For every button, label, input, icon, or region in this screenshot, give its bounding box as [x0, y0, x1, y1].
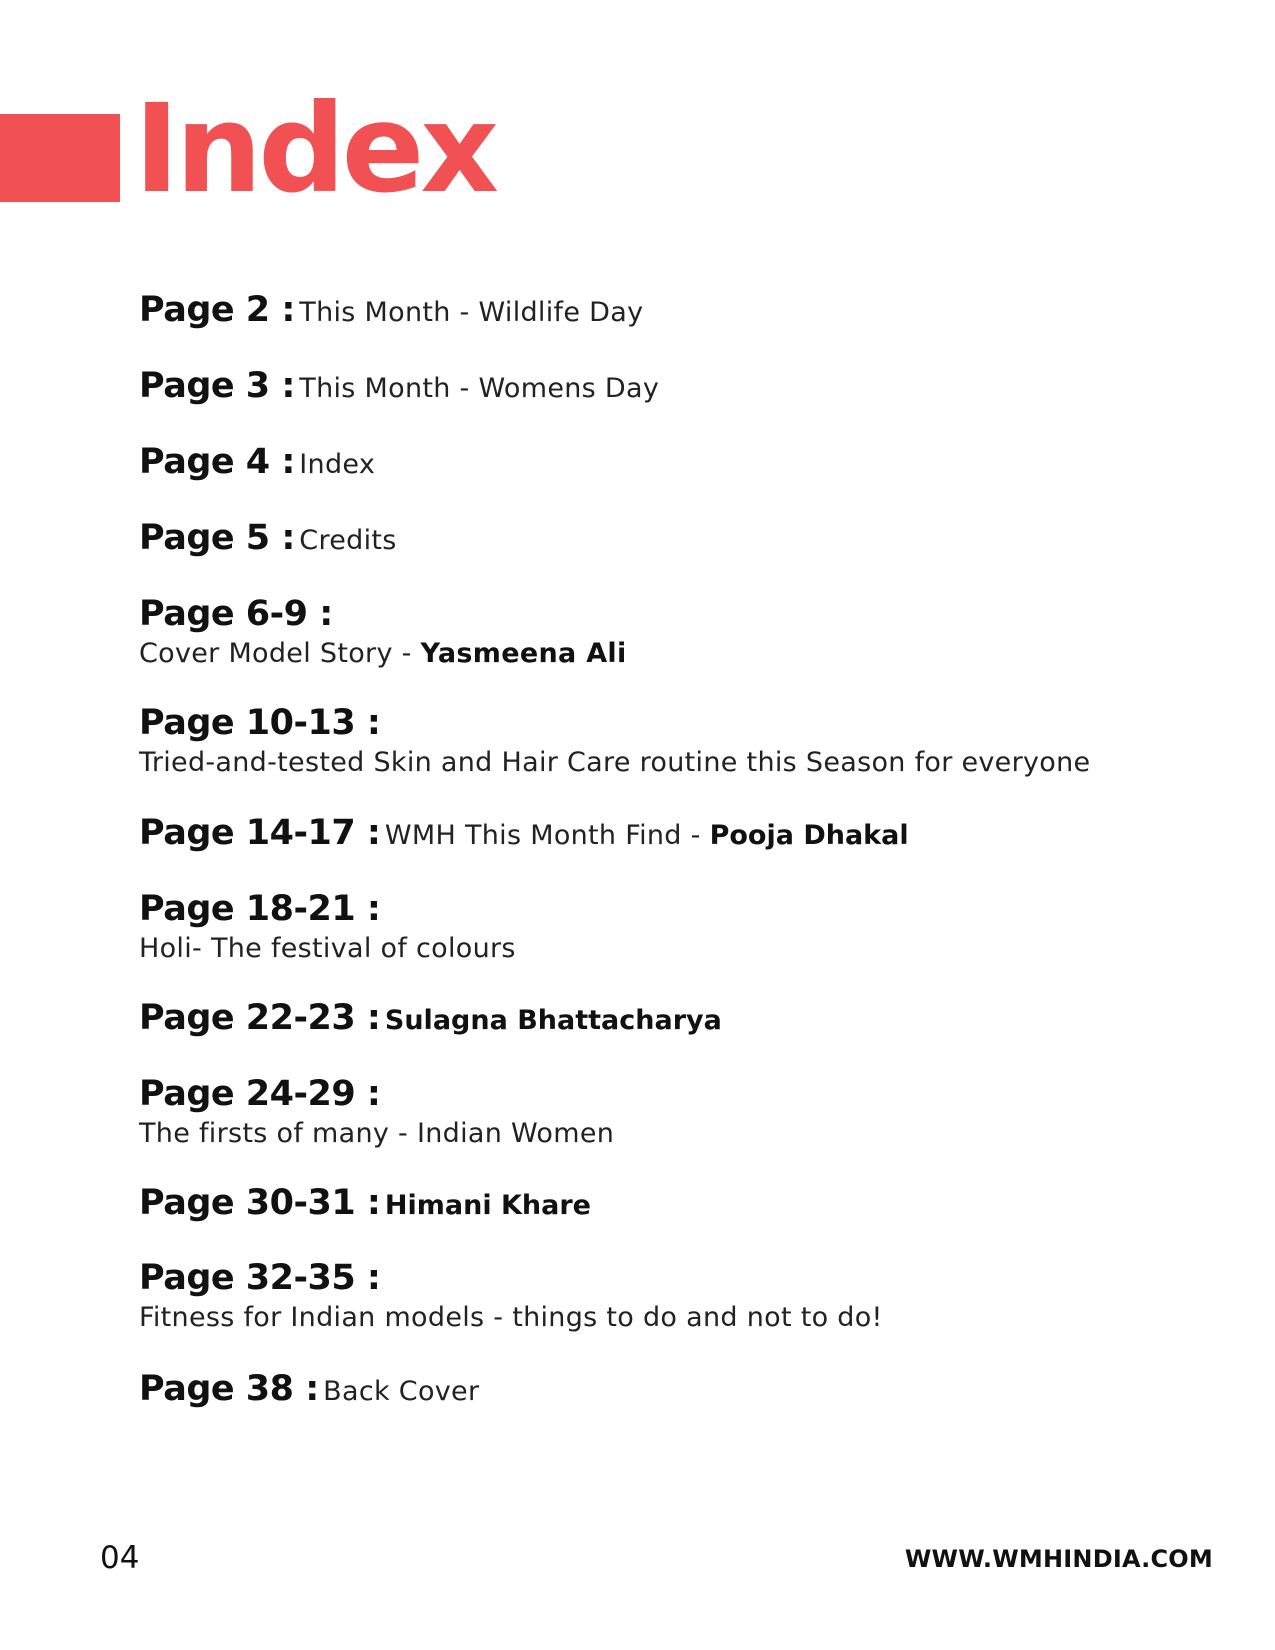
- entry-page-range: Page 14-17 :: [139, 813, 381, 853]
- entry-page-range: Page 2 :: [139, 290, 295, 330]
- entry-title: Credits: [299, 525, 397, 556]
- entry-title: Fitness for Indian models - things to do and not to do!: [139, 1302, 883, 1333]
- entry-featured-name: Himani Khare: [384, 1190, 591, 1221]
- title-accent-bar: [0, 114, 120, 202]
- entry-title: WMH This Month Find -: [384, 820, 710, 851]
- index-entry: [139, 594, 627, 669]
- page-number: 04: [100, 1540, 140, 1576]
- entry-page-range: Page 5 :: [139, 518, 295, 558]
- entry-title: This Month - Wildlife Day: [299, 297, 644, 328]
- index-entry: [139, 290, 643, 330]
- entry-page-range: Page 38 :: [139, 1369, 319, 1409]
- index-entry: [139, 889, 516, 964]
- entry-title: Holi- The festival of colours: [139, 933, 516, 964]
- index-entry: [139, 1074, 614, 1149]
- index-entry: [139, 442, 375, 482]
- entry-title: The firsts of many - Indian Women: [139, 1118, 615, 1149]
- entry-title: Back Cover: [323, 1376, 480, 1407]
- entry-page-range: Page 24-29 :: [139, 1074, 381, 1114]
- index-entry: [139, 1258, 883, 1333]
- entry-page-range: Page 3 :: [139, 366, 295, 406]
- entry-featured-name: Yasmeena Ali: [420, 638, 627, 669]
- entry-page-range: Page 18-21 :: [139, 889, 381, 929]
- entry-page-range: Page 32-35 :: [139, 1258, 381, 1298]
- index-entry: [139, 1369, 479, 1409]
- index-entry: [139, 366, 659, 406]
- page-title: Index: [134, 78, 496, 220]
- entry-page-range: Page 22-23 :: [139, 998, 381, 1038]
- entry-title-text: Cover Model Story -: [139, 638, 421, 669]
- entry-title: Tried-and-tested Skin and Hair Care routine this Season for everyone: [139, 747, 1091, 778]
- entry-title: Index: [299, 449, 376, 480]
- entry-page-range: Page 10-13 :: [139, 703, 381, 743]
- index-entry: [139, 813, 909, 853]
- index-entry: [139, 998, 722, 1038]
- website-url: WWW.WMHINDIA.COM: [904, 1545, 1213, 1573]
- entry-featured-name: Pooja Dhakal: [709, 820, 909, 851]
- index-entry: [139, 703, 1090, 778]
- entry-featured-name: Sulagna Bhattacharya: [384, 1005, 722, 1036]
- entry-title: This Month - Womens Day: [299, 373, 660, 404]
- entry-page-range: Page 4 :: [139, 442, 295, 482]
- index-entry: [139, 518, 397, 558]
- entry-page-range: Page 6-9 :: [139, 594, 333, 634]
- index-entry: [139, 1183, 591, 1223]
- entry-title: [139, 638, 627, 669]
- entry-page-range: Page 30-31 :: [139, 1183, 381, 1223]
